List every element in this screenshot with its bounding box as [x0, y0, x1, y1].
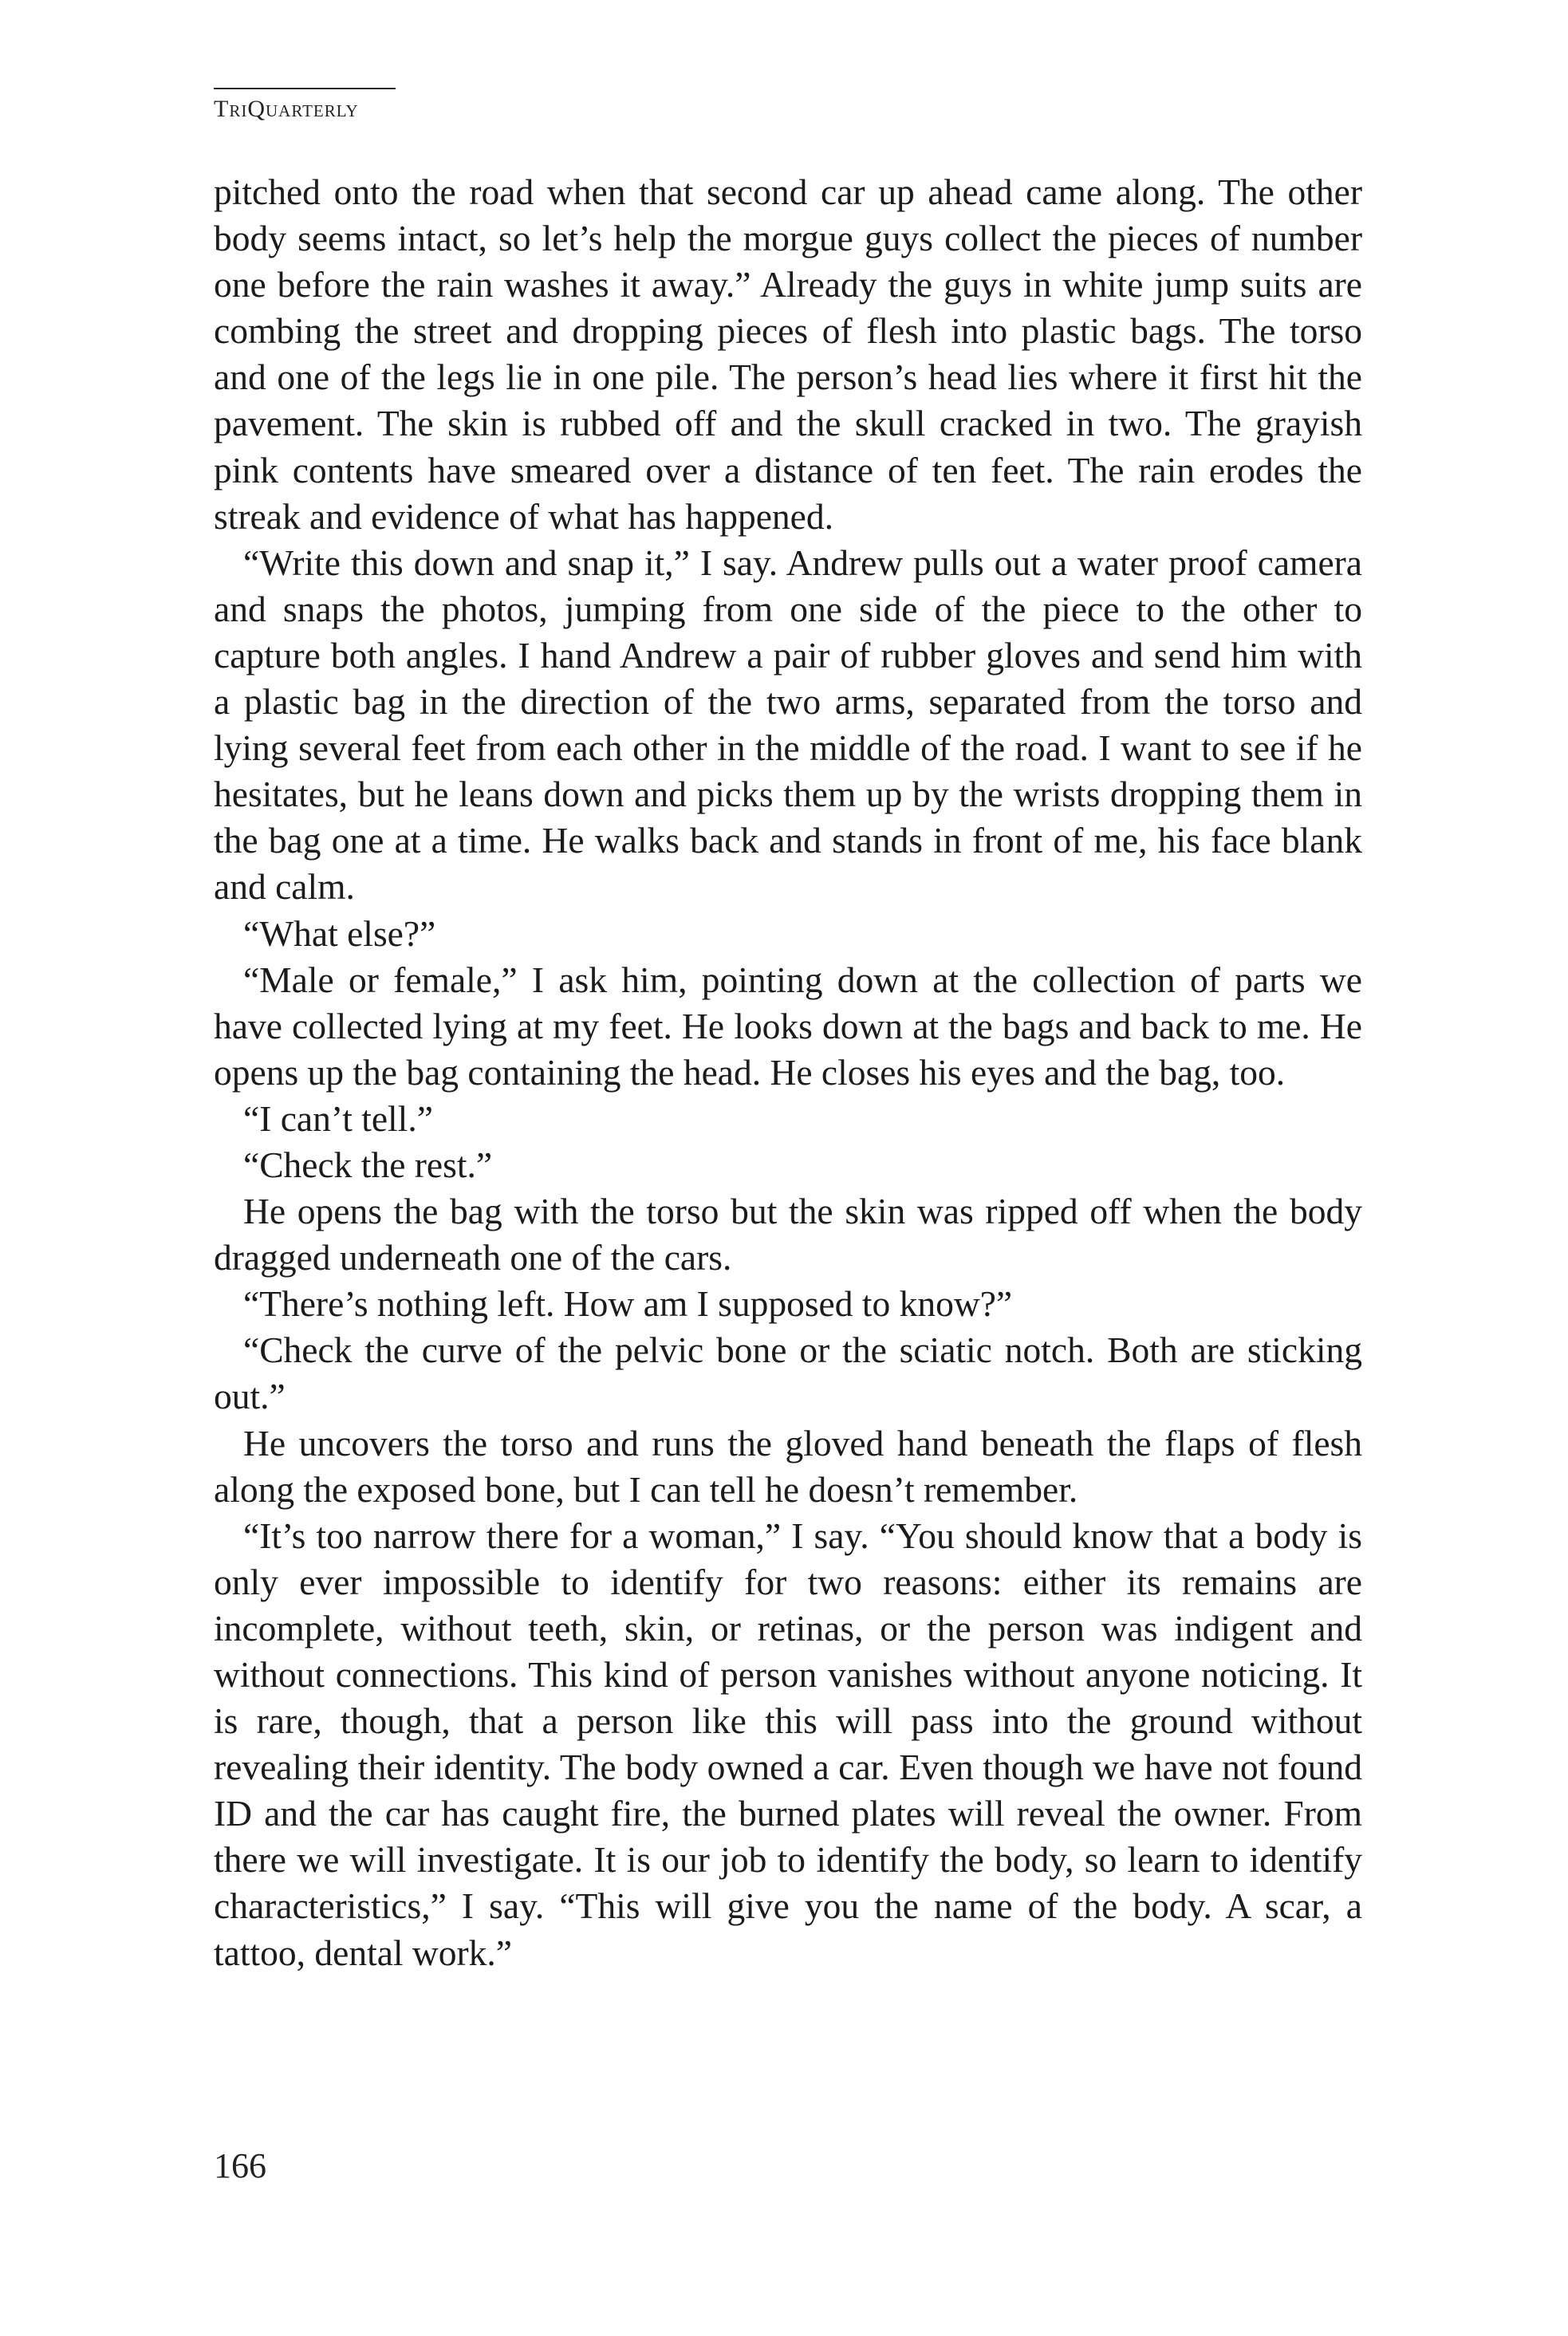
paragraph: “Check the curve of the pelvic bone or the sciatic notch. Both are sticking out.” [214, 1330, 1362, 1417]
paragraph: He opens the bag with the torso but the skin was ripped off when the body dragged underneath one of the cars. [214, 1191, 1362, 1278]
paragraph: “Check the rest.” [243, 1144, 493, 1185]
paragraph: “What else?” [243, 912, 436, 954]
body-text [214, 169, 1362, 1976]
journal-title: TriQuarterly [214, 96, 359, 122]
running-head [214, 88, 397, 123]
paragraph: “It’s too narrow there for a woman,” I say. “You should know that a body is only ever impossible to identify for two reasons: either its remains are incomplete, without teeth, skin, or retinas, or the person was indigent and without connections. This kind of person vanishes without anyone noticing. It is rare, though, that a person like this will pass into the ground without revealing their identity. The body owned a car. Even though we have not found ID and the car has caught fire, the burned plates will reveal the owner. From there we will investigate. It is our job to identify the body, so learn to identify characteristics,” I say. “This will give you the name of the body. A scar, a tattoo, dental work.” [214, 1515, 1362, 1973]
paragraph: “Write this down and snap it,” I say. Andrew pulls out a water proof camera and snaps the photos, jumping from one side of the piece to the other to capture both angles. I hand Andrew a pair of rubber gloves and send him with a plastic bag in the direction of the two arms, separated from the torso and lying several feet from each other in the middle of the road. I want to see if he hesitates, but he leans down and picks them up by the wrists dropping them in the bag one at a time. He walks back and stands in front of me, his face blank and calm. [214, 542, 1362, 908]
paragraph: “I can’t tell.” [243, 1097, 433, 1139]
paragraph: “There’s nothing left. How am I supposed to know?” [243, 1283, 1013, 1325]
paragraph: pitched onto the road when that second car up ahead came along. The other body seems intact, so let’s help the morgue guys collect the pieces of number one before the rain washes it away.” Already the guys in white jump suits are combing the street and dropping pieces of flesh into plastic bags. The torso and one of the legs lie in one pile. The person’s head lies where it first hit the pavement. The skin is rubbed off and the skull cracked in two. The grayish pink contents have smeared over a distance of ten feet. The rain erodes the streak and evidence of what has happened. [214, 171, 1362, 537]
paragraph: He uncovers the torso and runs the gloved hand beneath the flaps of flesh along the exposed bone, but I can tell he doesn’t remember. [214, 1422, 1362, 1510]
header-rule [214, 88, 396, 89]
paragraph: “Male or female,” I ask him, pointing down at the collection of parts we have collected lying at my feet. He looks down at the bags and back to me. He opens up the bag containing the head. He closes his eyes and the bag, too. [214, 959, 1362, 1093]
page-number: 166 [214, 2146, 266, 2185]
